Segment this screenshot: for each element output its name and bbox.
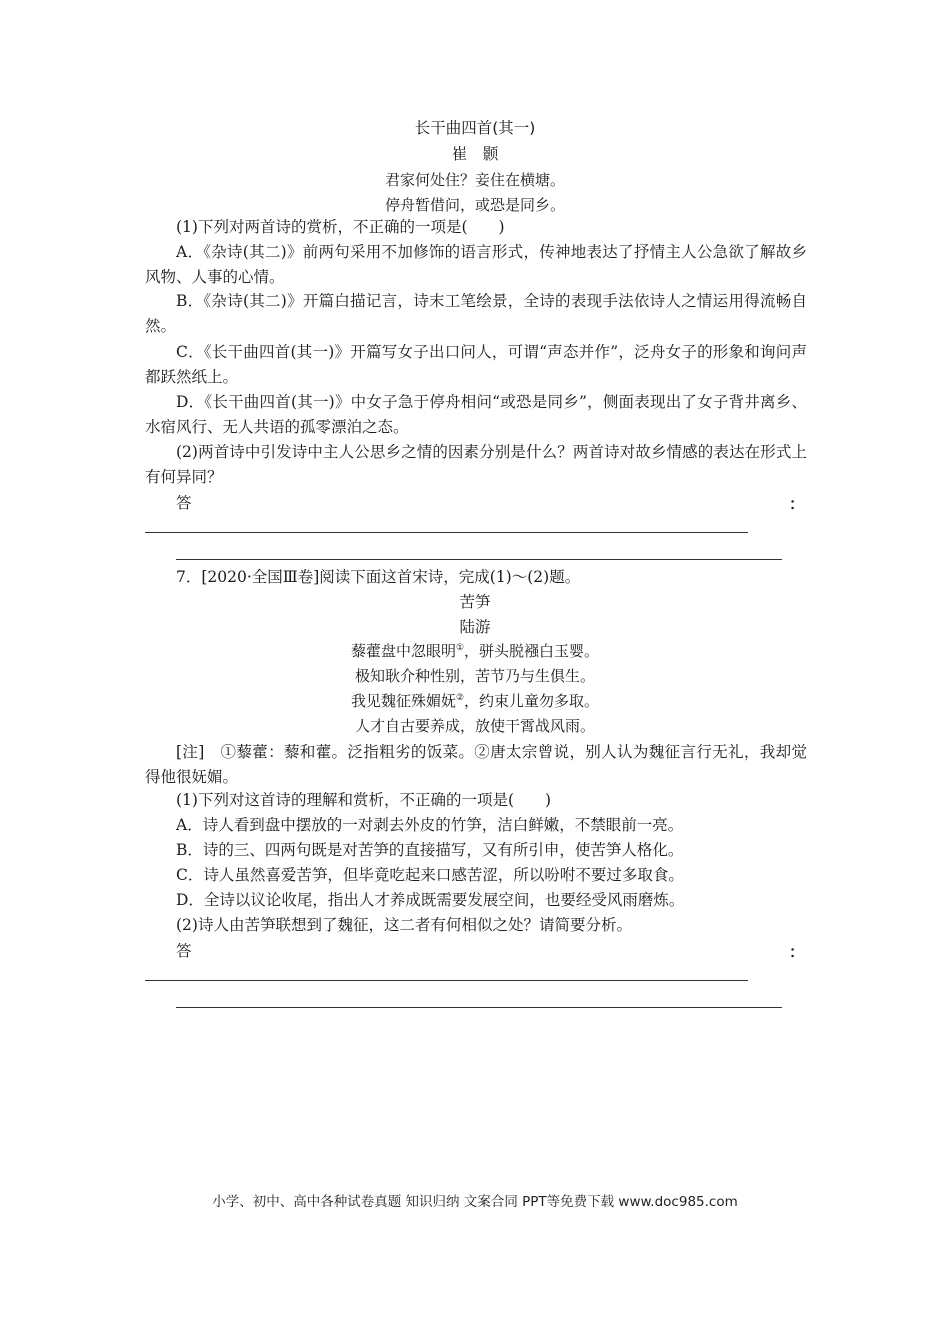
q6-sub1-stem: (1)下列对两首诗的赏析，不正确的一项是( ) [176,218,505,236]
q7-poem-line-2: 极知耿介种性别，苦节乃与生俱生。 [354,667,595,685]
q7-poem-line-1-rest: ，骈头脱襁白玉婴。 [464,642,600,660]
footnote-marker-2: ② [455,693,465,703]
q6-sub2-stem: (2)两首诗中引发诗中主人公思乡之情的因素分别是什么？两首诗对故乡情感的表达在形式上有何异同？ [145,443,807,486]
q7-poem-line-3-rest: ，约束儿童勿多取。 [464,692,600,710]
q7-stem: 7．[2020·全国Ⅲ卷]阅读下面这首宋诗，完成(1)～(2)题。 [176,568,581,586]
q7-poem-line-4: 人才自古要养成，放使干霄战风雨。 [354,717,595,735]
q7-poem-line-3-text: 我见魏征殊媚妩 [350,692,456,710]
q7-answer-colon: ： [789,942,805,961]
q7-answer-line-1[interactable] [145,980,748,981]
q7-sub2-stem: (2)诗人由苦笋联想到了魏征，这二者有何相似之处？请简要分析。 [176,916,632,934]
q7-option-d: D．全诗以议论收尾，指出人才养成既需要发展空间，也要经受风雨磨炼。 [176,891,685,909]
q7-poem-line-1-text: 藜藿盘中忽眼明 [350,642,456,660]
q7-answer-label: 答 [176,942,192,960]
q6-answer-colon: ： [789,494,805,513]
q7-option-a: A．诗人看到盘中摆放的一对剥去外皮的竹笋，洁白鲜嫩，不禁眼前一亮。 [176,816,684,834]
q6-option-c: C．《长干曲四首(其一)》开篇写女子出口问人，可谓“声态并作”，泛舟女子的形象和询问声都跃然纸上。 [145,343,807,386]
q7-option-c: C．诗人虽然喜爱苦笋，但毕竟吃起来口感苦涩，所以吩咐不要过多取食。 [176,866,684,884]
q7-poem-author: 陆游 [459,618,491,636]
q6-answer-line-1[interactable] [145,532,748,533]
q6-option-d: D．《长干曲四首(其一)》中女子急于停舟相问“或恐是同乡”，侧面表现出了女子背井离乡、水宿风行、无人共语的孤零漂泊之态。 [145,393,807,436]
q7-sub1-stem: (1)下列对这首诗的理解和赏析，不正确的一项是( ) [176,791,552,809]
q6-option-b: B．《杂诗(其二)》开篇白描记言，诗末工笔绘景，全诗的表现手法依诗人之情运用得流畅自然。 [145,292,807,335]
q7-notes: [注] ①藜藿：藜和藿。泛指粗劣的饭菜。②唐太宗曾说，别人认为魏征言行无礼，我却觉得他很妩媚。 [145,743,807,786]
poem1-author: 崔 颢 [451,145,499,163]
poem1-title: 长干曲四首(其一) [414,119,536,137]
q7-poem-title: 苦笋 [459,593,491,611]
q7-poem-line-3 [0,690,950,712]
q7-poem-line-1 [0,640,950,662]
poem1-line-2: 停舟暂借问，或恐是同乡。 [384,196,565,214]
q6-answer-label: 答 [176,494,192,512]
q7-option-b: B．诗的三、四两句既是对苦笋的直接描写，又有所引申，使苦笋人格化。 [176,841,684,859]
footnote-marker-1: ① [455,643,465,653]
poem1-line-1: 君家何处住？妾住在横塘。 [384,171,565,189]
footer-banner: 小学、初中、高中各种试卷真题 知识归纳 文案合同 PPT等免费下载 www.doc985.com [212,1194,738,1210]
q7-answer-line-2[interactable] [176,1007,782,1008]
q6-answer-line-2[interactable] [176,559,782,560]
q6-option-a: A．《杂诗(其二)》前两句采用不加修饰的语言形式，传神地表达了抒情主人公急欲了解故乡风物、人事的心情。 [145,243,807,286]
